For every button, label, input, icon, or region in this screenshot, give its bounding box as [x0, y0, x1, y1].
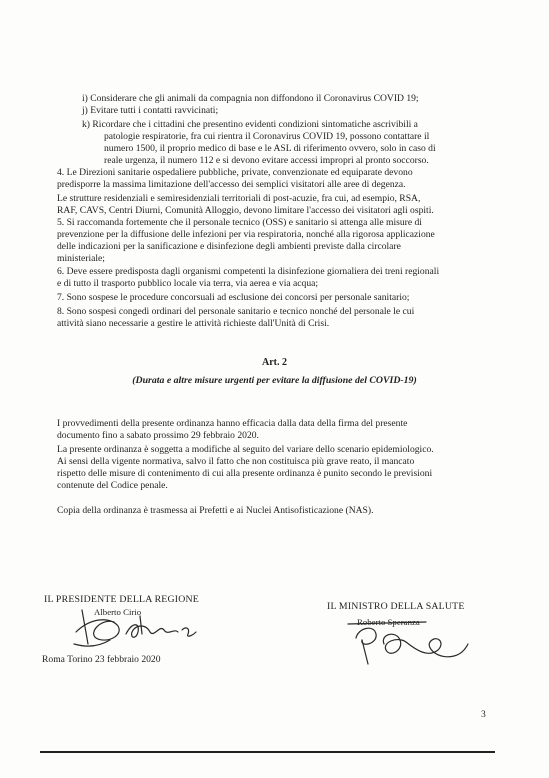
text-line: attività siano necessarie a gestire le attività richieste dall'Unità di Crisi. — [57, 318, 330, 329]
minister-signature-icon — [346, 614, 476, 670]
text-line: prevenzione per la diffusione delle infezioni per via respiratoria, nonché alla rigorosa applicazione — [57, 229, 435, 240]
text-line: 5. Si raccomanda fortemente che il personale tecnico (OSS) e sanitario si attenga alle misure di — [57, 217, 422, 228]
text-line: rispetto delle misure di contenimento di cui alla presente ordinanza è punito secondo le previsioni — [57, 468, 433, 479]
minister-name: Roberto Speranza — [357, 617, 420, 627]
president-title: IL PRESIDENTE DELLA REGIONE — [44, 594, 199, 605]
text-line: 8. Sono sospesi congedi ordinari del personale sanitario e tecnico nonché del personale le cui — [57, 306, 415, 317]
text-line: numero 1500, il proprio medico di base e le ASL di riferimento ovvero, solo in caso di — [104, 143, 436, 154]
text-line: k) Ricordare che i cittadini che presentino evidenti condizioni sintomatiche ascrivibili a — [82, 119, 418, 130]
text-line: Roma Torino 23 febbraio 2020 — [42, 654, 161, 665]
text-line: 6. Deve essere predisposta dagli organismi competenti la disinfezione giornaliera dei treni regionali — [57, 266, 440, 277]
text-line: e di tutto il trasporto pubblico locale via terra, via aerea e via acqua; — [57, 278, 319, 289]
text-line: patologie respiratorie, fra cui rientra il Coronavirus COVID 19, possono contattare il — [104, 131, 430, 142]
text-line: contenute del Codice penale. — [57, 480, 168, 491]
president-name: Alberto Cirio — [94, 607, 142, 617]
text-line: I provvedimenti della presente ordinanza hanno efficacia dalla data della firma del presente — [57, 418, 408, 429]
text-line: La presente ordinanza è soggetta a modifiche al seguito del variare dello scenario epidemiologico. — [57, 444, 434, 455]
text-line: Copia della ordinanza è trasmessa ai Prefetti e ai Nuclei Antisofisticazione (NAS). — [57, 505, 374, 516]
article-subtitle: (Durata e altre misure urgenti per evitare la diffusione del COVID-19) — [132, 375, 417, 386]
president-signature-icon — [70, 604, 220, 650]
text-line: ministeriale; — [57, 253, 105, 264]
text-line: reale urgenza, il numero 112 e si devono evitare accessi impropri al pronto soccorso. — [104, 155, 429, 166]
article-title: Art. 2 — [262, 357, 287, 368]
text-line: 4. Le Direzioni sanitarie ospedaliere pubbliche, private, convenzionate ed equiparate devono — [57, 167, 413, 178]
text-line: Ai sensi della vigente normativa, salvo il fatto che non costituisca più grave reato, il mancato — [57, 456, 415, 467]
minister-title: IL MINISTRO DELLA SALUTE — [327, 601, 465, 612]
text-line: i) Considerare che gli animali da compagnia non diffondono il Coronavirus COVID 19; — [82, 93, 419, 104]
text-line: predisporre la massima limitazione dell'accesso dei semplici visitatori alle aree di degenza. — [57, 179, 406, 190]
text-line: 7. Sono sospese le procedure concorsuali ad esclusione dei concorsi per personale sanitario; — [57, 292, 410, 303]
bottom-rule — [40, 751, 495, 753]
text-line: Le strutture residenziali e semiresidenziali territoriali di post-acuzie, fra cui, ad esempio, RSA, — [57, 193, 421, 204]
text-line: delle indicazioni per la sanificazione e disinfezione degli ambienti previste dalla circolare — [57, 241, 401, 252]
text-line: j) Evitare tutti i contatti ravvicinati; — [82, 105, 219, 116]
text-line: RAF, CAVS, Centri Diurni, Comunità Alloggio, devono limitare l'accesso dei visitatori agli ospiti. — [57, 205, 434, 216]
page-number: 3 — [481, 709, 486, 720]
text-line: documento fino a sabato prossimo 29 febbraio 2020. — [57, 430, 259, 441]
